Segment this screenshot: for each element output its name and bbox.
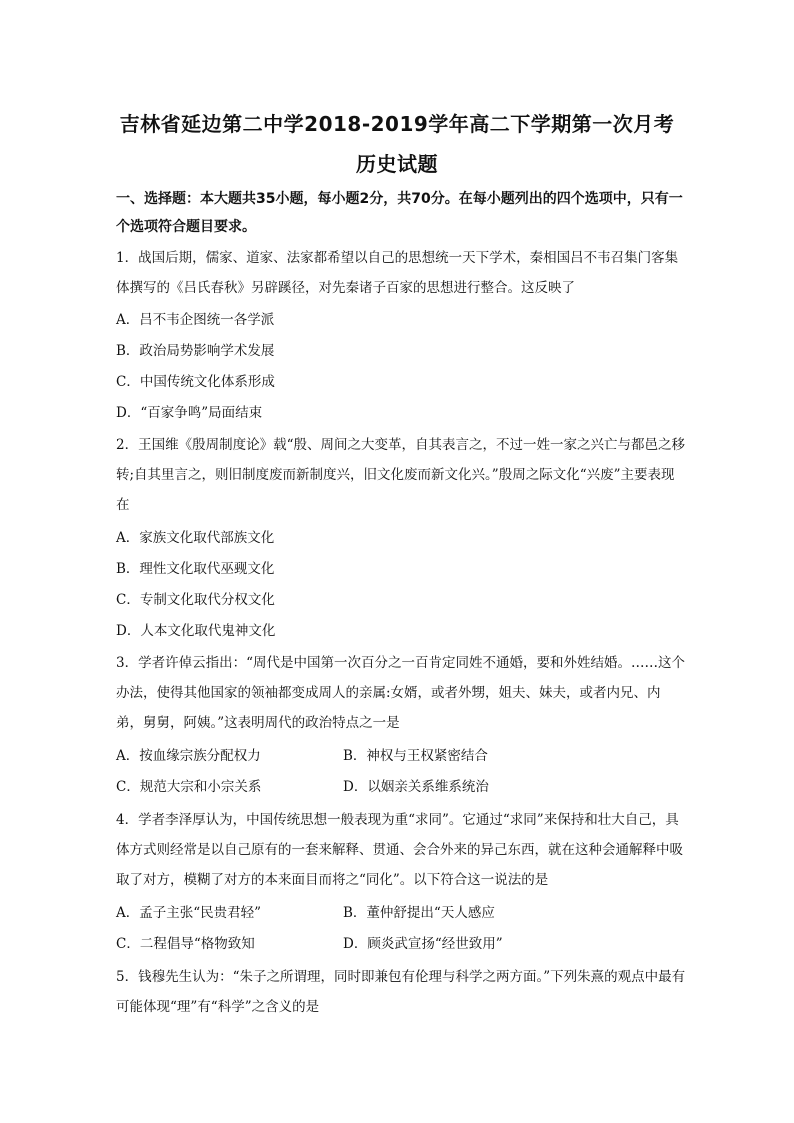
question-2-stem: 2．王国维《殷周制度论》载“殷、周间之大变革，自其表言之，不过一姓一家之兴亡与都邑之移转;自其里言之，则旧制度废而新制度兴，旧文化废而新文化兴。”殷周之际文化“兴废”主要表现在 (116, 437, 685, 513)
question-4-option-c: C．二程倡导“格物致知 (116, 936, 255, 952)
exam-subject-title: 历史试题 (356, 152, 438, 176)
question-2-option-c: C．专制文化取代分权文化 (116, 592, 275, 608)
question-1-stem: 1．战国后期，儒家、道家、法家都希望以自己的思想统一天下学术，秦相国吕不韦召集门客集体撰写的《吕氏春秋》另辟蹊径，对先秦诸子百家的思想进行整合。这反映了 (116, 250, 679, 296)
question-4-option-b: B．董仲舒提出“天人感应 (343, 905, 495, 921)
question-2-option-b: B．理性文化取代巫觋文化 (116, 561, 275, 577)
question-3-option-a: A．按血缘宗族分配权力 (116, 748, 261, 764)
question-5-stem: 5．钱穆先生认为：“朱子之所谓理，同时即兼包有伦理与科学之两方面。”下列朱熹的观点中最有可能体现“理”有“科学”之含义的是 (116, 969, 686, 1015)
question-1-option-d: D．“百家争鸣”局面结束 (116, 405, 263, 421)
question-4-option-d: D．顾炎武宣扬“经世致用” (343, 936, 503, 952)
question-4-stem: 4．学者李泽厚认为，中国传统思想一般表现为重“求同”。它通过“求同”来保持和壮大自己，具体方式则经常是以自己原有的一套来解释、贯通、会合外来的异己东西，就在这种会通解释中吸取了对方，模糊了对方的本来面目而将之“同化”。以下符合这一说法的是 (116, 812, 683, 888)
question-4-option-a: A．孟子主张“民贵君轻” (116, 905, 262, 921)
question-3-option-c: C．规范大宗和小宗关系 (116, 779, 262, 795)
question-3-option-d: D．以姻亲关系维系统治 (343, 779, 489, 795)
question-1-option-a: A．吕不韦企图统一各学派 (116, 312, 275, 328)
question-2-option-d: D．人本文化取代鬼神文化 (116, 623, 276, 639)
exam-title: 吉林省延边第二中学2018-2019学年高二下学期第一次月考 (119, 112, 675, 136)
question-1-option-b: B．政治局势影响学术发展 (116, 343, 275, 359)
question-3-stem: 3．学者许倬云指出：“周代是中国第一次百分之一百肯定同姓不通婚，要和外姓结婚。……这个办法，使得其他国家的领袖都变成周人的亲属:女婿，或者外甥，姐夫、妹夫，或者内兄、内弟，舅舅，阿姨。”这表明周代的政治特点之一是 (116, 655, 685, 731)
section-heading: 一、选择题：本大题共35小题，每小题2分，共70分。在每小题列出的四个选项中，只有一个选项符合题目要求。 (116, 191, 683, 235)
question-3-option-b: B．神权与王权紧密结合 (343, 748, 488, 764)
question-2-option-a: A．家族文化取代部族文化 (116, 530, 275, 546)
question-1-option-c: C．中国传统文化体系形成 (116, 374, 275, 390)
